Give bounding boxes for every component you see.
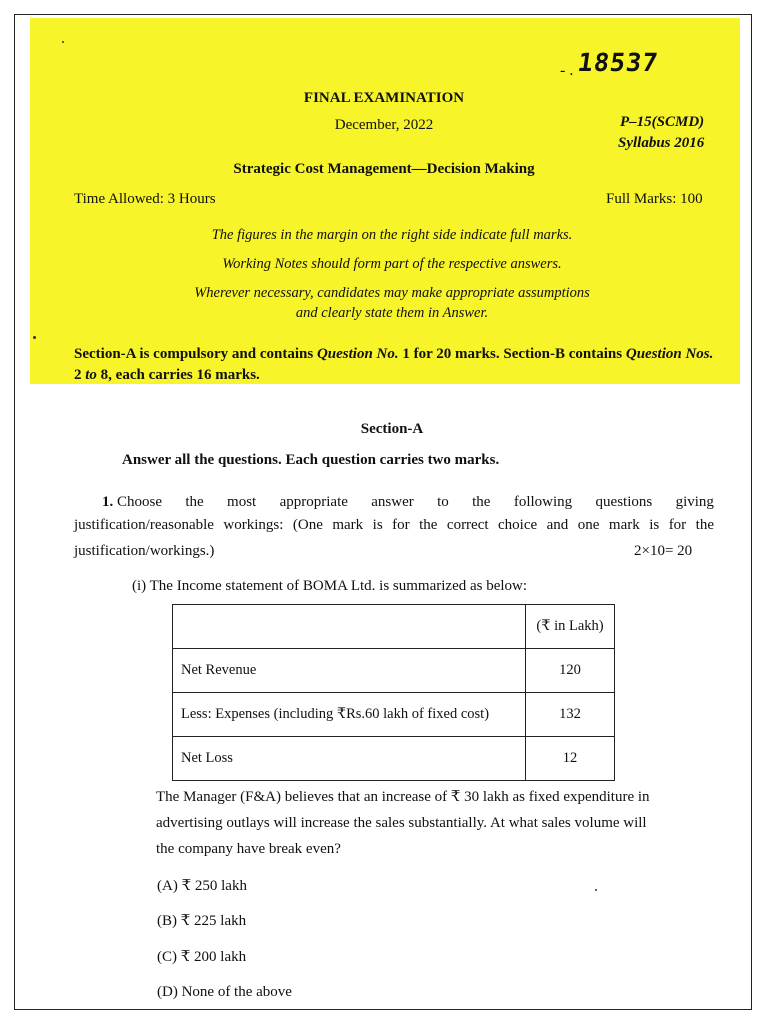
section-note-part: 2 — [74, 367, 86, 383]
table-header-unit: (₹ in Lakh) — [526, 605, 615, 649]
section-note-part: 1 for 20 marks. Section-B contains — [398, 346, 626, 362]
table-row — [173, 649, 615, 693]
word: appropriate — [279, 494, 348, 510]
question-1-line-1 — [74, 494, 714, 511]
table-cell-label: Net Revenue — [173, 649, 526, 693]
word: is — [372, 517, 383, 533]
exam-date: December, 2022 — [334, 117, 434, 133]
section-note — [74, 344, 719, 386]
exam-title: FINAL EXAMINATION — [303, 90, 465, 106]
time-allowed: Time Allowed: 3 Hours — [74, 191, 216, 207]
question-paragraph-line: advertising outlays will increase the sales substantially. At what sales volume will — [156, 815, 647, 831]
word: to — [437, 494, 449, 510]
syllabus: Syllabus 2016 — [618, 135, 705, 151]
word: (One — [292, 517, 323, 533]
table-cell — [173, 605, 526, 649]
section-heading: Section-A — [360, 421, 424, 437]
instruction-line: Wherever necessary, candidates may make appropriate assumptions — [194, 285, 590, 301]
question-number — [74, 494, 162, 511]
paper-code: P–15(SCMD) — [620, 114, 705, 130]
question-number-text: 1. — [102, 494, 114, 510]
word: most — [227, 494, 257, 510]
word: mark — [608, 517, 640, 533]
question-1-line-2 — [74, 517, 714, 534]
section-note-part: Section-A is compulsory and contains — [74, 346, 317, 362]
instruction-line: The figures in the margin on the right side indicate full marks. — [211, 227, 573, 243]
table-cell-label: Less: Expenses (including ₹Rs.60 lakh of fixed cost) — [173, 693, 526, 737]
option-d: (D) None of the above — [157, 984, 292, 1000]
instruction-line: Working Notes should form part of the respective answers. — [222, 256, 562, 272]
table-cell-value: 12 — [526, 737, 615, 781]
speck-mark — [33, 336, 36, 339]
word: and — [546, 517, 569, 533]
income-statement-table — [172, 604, 615, 781]
table-row — [173, 605, 615, 649]
word: choice — [498, 517, 538, 533]
speck-mark — [62, 41, 64, 43]
word: Choose — [117, 494, 162, 510]
section-subheading: Answer all the questions. Each question carries two marks. — [122, 452, 500, 468]
question-paragraph-line: The Manager (F&A) believes that an increase of ₹ 30 lakh as fixed expenditure in — [156, 789, 650, 805]
handwritten-number: 18537 — [575, 48, 661, 77]
word: justification/reasonable — [74, 517, 214, 533]
section-note-part: Question No. — [316, 346, 399, 362]
word: workings: — [223, 517, 284, 533]
instruction-line: and clearly state them in Answer. — [295, 305, 489, 321]
word: one — [577, 517, 600, 533]
section-note-part: Question Nos. — [625, 346, 714, 362]
speck-mark — [595, 889, 597, 891]
question-1-marks: 2×10= 20 — [634, 543, 693, 559]
table-row — [173, 737, 615, 781]
section-note-part: 8, each carries 16 marks. — [96, 367, 260, 383]
word: for — [392, 517, 410, 533]
word: the — [695, 517, 714, 533]
word: the — [472, 494, 491, 510]
table-cell-label: Net Loss — [173, 737, 526, 781]
question-1-line-3: justification/workings.) — [74, 543, 215, 559]
word: is — [649, 517, 660, 533]
word: the — [419, 517, 438, 533]
table-cell-value: 120 — [526, 649, 615, 693]
word: correct — [446, 517, 489, 533]
word: the — [185, 494, 204, 510]
section-note-part: to — [85, 367, 97, 383]
subject-title: Strategic Cost Management—Decision Making — [233, 161, 535, 177]
word: following — [513, 494, 573, 510]
question-paragraph-line: the company have break even? — [156, 841, 341, 857]
table-cell-value: 132 — [526, 693, 615, 737]
word: mark — [332, 517, 364, 533]
word: answer — [371, 494, 414, 510]
word: questions — [595, 494, 653, 510]
option-a: (A) ₹ 250 lakh — [157, 878, 247, 894]
word: for — [668, 517, 687, 533]
word: giving — [675, 494, 714, 510]
sub-question-i: (i) The Income statement of BOMA Ltd. is summarized as below: — [132, 578, 528, 594]
table-row — [173, 693, 615, 737]
full-marks: Full Marks: 100 — [606, 191, 703, 207]
option-c: (C) ₹ 200 lakh — [157, 949, 247, 965]
hand-dash: - . — [560, 62, 574, 79]
option-b: (B) ₹ 225 lakh — [157, 913, 247, 929]
